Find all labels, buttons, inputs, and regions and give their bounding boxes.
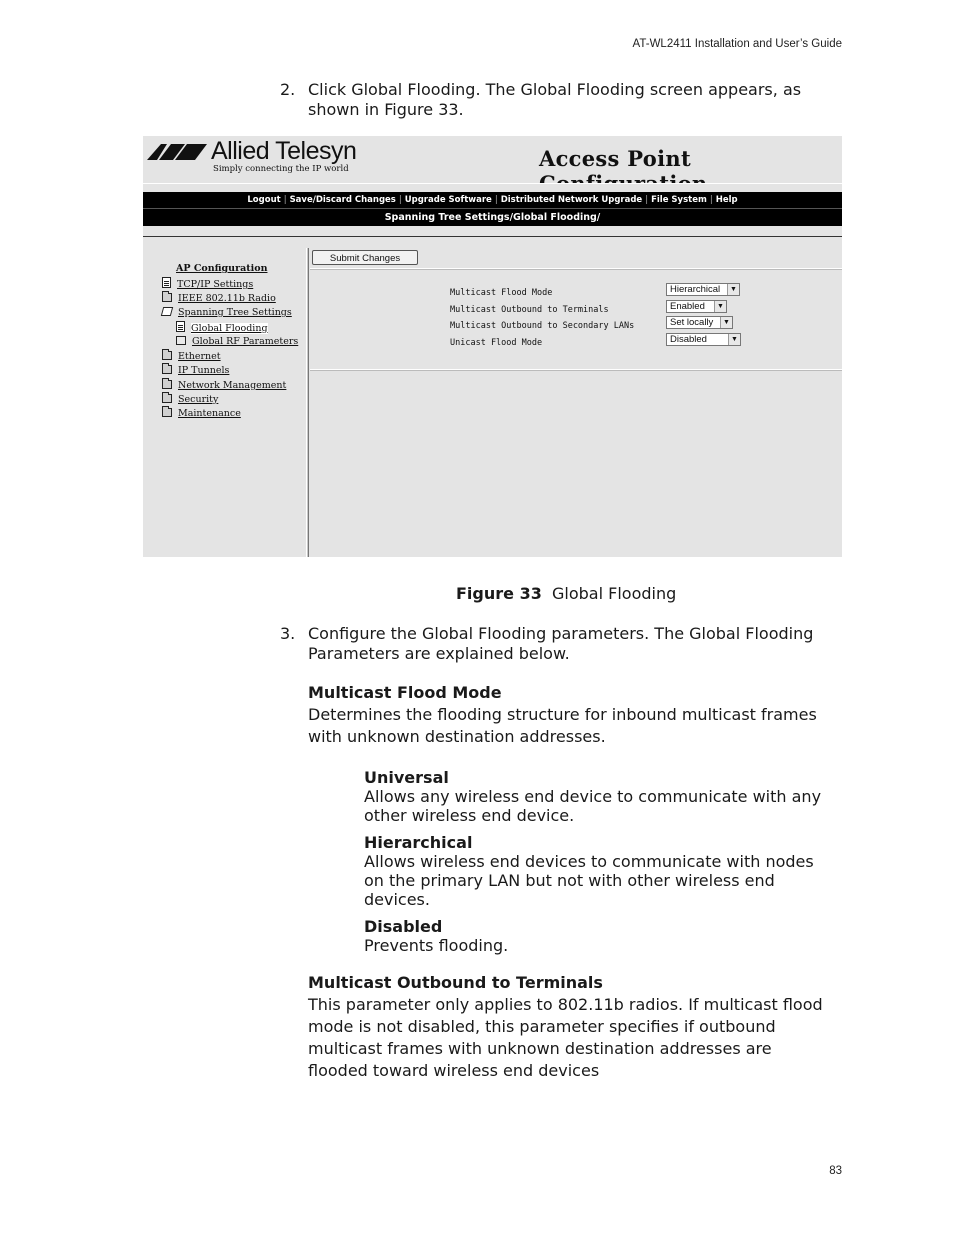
select-value: Disabled	[670, 334, 707, 345]
tree-item-global-rf[interactable]	[176, 335, 298, 348]
step-3	[280, 624, 840, 664]
nav-separator: |	[398, 195, 402, 205]
top-nav-bar	[143, 192, 842, 208]
folder-icon	[162, 293, 172, 302]
field-label-multicast-outbound-secondary: Multicast Outbound to Secondary LANs	[450, 321, 635, 331]
header-band	[143, 183, 842, 192]
running-head: AT-WL2411 Installation and User’s Guide	[632, 38, 842, 50]
folder-icon	[162, 365, 172, 374]
tree-item-label: Maintenance	[178, 408, 241, 419]
document-icon	[162, 277, 171, 288]
submit-changes-button[interactable]: Submit Changes	[312, 250, 418, 265]
tree-item-label: TCP/IP Settings	[177, 279, 254, 290]
folder-icon	[162, 380, 172, 389]
tree-item-label: Global Flooding	[191, 323, 268, 334]
chevron-down-icon[interactable]: ▼	[728, 334, 740, 345]
folder-icon	[162, 408, 172, 417]
folder-icon	[162, 351, 172, 360]
header-band-lower	[143, 226, 842, 236]
option-name-universal: Universal	[364, 768, 449, 787]
nav-file-system[interactable]: File System	[651, 195, 707, 205]
chevron-down-icon[interactable]: ▼	[714, 301, 726, 312]
main-panel	[310, 248, 842, 557]
tree-item-label: IEEE 802.11b Radio	[178, 293, 276, 304]
section-text-multicast-outbound: This parameter only applies to 802.11b radios. If multicast flood mode is not disabled, this parameter specifies if outbound multicast frames with unknown destination addresses are flooded toward wireless end devices	[308, 995, 823, 1080]
option-desc-hierarchical: Allows wireless end devices to communicate with nodes on the primary LAN but not with other wireless end devices.	[364, 852, 814, 909]
nav-help[interactable]: Help	[715, 195, 738, 205]
step-text: Click Global Flooding. The Global Flooding screen appears, as shown in Figure 33.	[308, 80, 802, 119]
step-number: 3.	[280, 624, 296, 643]
sidebar-tree	[143, 248, 306, 557]
option-name-hierarchical: Hierarchical	[364, 833, 473, 852]
chevron-down-icon[interactable]: ▼	[727, 284, 739, 295]
nav-separator: |	[283, 195, 287, 205]
figure-screenshot	[143, 136, 842, 557]
option-desc-universal: Allows any wireless end device to communicate with any other wireless end device.	[364, 787, 822, 825]
tree-item-tcpip[interactable]	[162, 277, 253, 290]
tree-item-ip-tunnels[interactable]	[162, 364, 229, 377]
app-title: Access Point	[539, 146, 691, 171]
open-folder-icon	[161, 307, 173, 316]
option-desc-disabled: Prevents flooding.	[364, 936, 509, 955]
page-icon	[176, 336, 186, 345]
option-name-disabled: Disabled	[364, 917, 443, 936]
tree-item-label: Global RF Parameters	[192, 336, 299, 347]
select-value: Set locally	[670, 317, 714, 328]
nav-upgrade-software[interactable]: Upgrade Software	[404, 195, 492, 205]
nav-separator: |	[645, 195, 649, 205]
figure-caption	[0, 584, 954, 604]
tree-item-label: IP Tunnels	[178, 365, 230, 376]
tree-item-label: Network Management	[178, 380, 287, 391]
nav-separator: |	[709, 195, 713, 205]
tree-root[interactable]	[176, 262, 267, 275]
section-heading-multicast-outbound: Multicast Outbound to Terminals	[308, 973, 603, 992]
logo-tagline: Simply connecting the IP world	[213, 164, 349, 174]
tree-root-label: AP Configuration	[176, 263, 268, 274]
logo-name: Allied Telesyn	[211, 137, 357, 165]
frame-divider[interactable]	[306, 248, 309, 557]
document-icon	[176, 321, 185, 332]
nav-separator: |	[494, 195, 498, 205]
form-top-rule	[310, 268, 842, 270]
tree-item-radio[interactable]	[162, 292, 276, 305]
nav-save-discard[interactable]: Save/Discard Changes	[289, 195, 396, 205]
tree-item-label: Spanning Tree Settings	[178, 307, 292, 318]
tree-item-global-flooding[interactable]	[176, 321, 268, 334]
field-label-multicast-flood-mode: Multicast Flood Mode	[450, 288, 553, 298]
figure-caption-text: Global Flooding	[552, 584, 677, 603]
step-text: Configure the Global Flooding parameters. The Global Flooding Parameters are explained below.	[308, 624, 814, 663]
tree-item-label: Ethernet	[178, 351, 221, 362]
tree-item-network-management[interactable]	[162, 379, 286, 392]
section-heading-multicast-flood-mode: Multicast Flood Mode	[308, 683, 502, 702]
select-value: Hierarchical	[670, 284, 721, 295]
tree-item-spanning-tree[interactable]	[162, 306, 292, 319]
header-rule	[143, 236, 842, 237]
form-bottom-rule	[310, 369, 842, 371]
tree-item-maintenance[interactable]	[162, 407, 241, 420]
tree-item-label: Security	[178, 394, 219, 405]
select-multicast-outbound-terminals[interactable]	[666, 300, 727, 313]
nav-logout[interactable]: Logout	[247, 195, 281, 205]
select-multicast-outbound-secondary[interactable]	[666, 316, 733, 329]
select-multicast-flood-mode[interactable]	[666, 283, 740, 296]
folder-icon	[162, 394, 172, 403]
field-label-multicast-outbound-terminals: Multicast Outbound to Terminals	[450, 305, 609, 315]
field-label-unicast-flood-mode: Unicast Flood Mode	[450, 338, 543, 348]
page-number: 83	[829, 1165, 842, 1177]
select-unicast-flood-mode[interactable]	[666, 333, 741, 346]
section-text-multicast-flood-mode: Determines the flooding structure for inbound multicast frames with unknown destination addresses.	[308, 705, 817, 746]
tree-item-security[interactable]	[162, 393, 218, 406]
tree-item-ethernet[interactable]	[162, 350, 221, 363]
step-number: 2.	[280, 80, 296, 99]
step-2	[280, 80, 840, 120]
chevron-down-icon[interactable]: ▼	[720, 317, 732, 328]
breadcrumb: Spanning Tree Settings/Global Flooding/	[143, 209, 842, 226]
select-value: Enabled	[670, 301, 705, 312]
figure-caption-label: Figure 33	[456, 584, 542, 603]
nav-distributed-upgrade[interactable]: Distributed Network Upgrade	[500, 195, 643, 205]
